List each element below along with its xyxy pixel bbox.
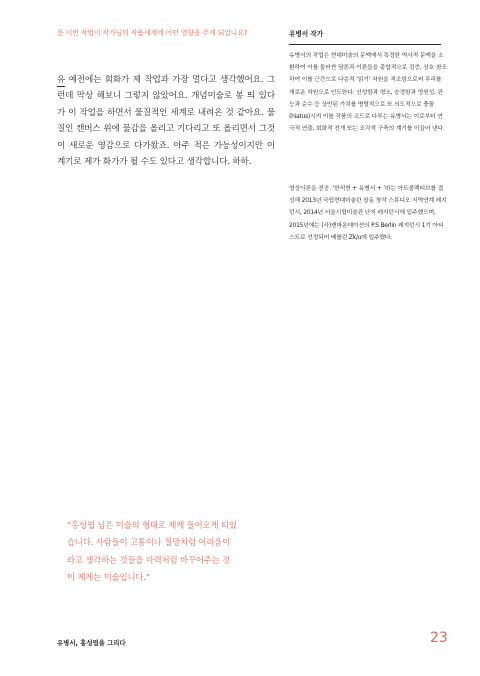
page-number: 23 xyxy=(430,630,448,646)
answer-text: 예전에는 회화가 제 작업과 가장 멀다고 생각했어요. 그런데 막상 해보니 그렇지 않았어요. 개념미술로 봉 띄 있다가 이 작업을 하면서 물질적인 세계로 내려온 것 같아요. 물질인 캔버스 위에 물감을 올리고 기다리고 또 올리면서 그것이 새로운 영감으로 다가왔죠. 아주 적은 가능성이지만 이 계기로 제가 화가가 될 수도 있다고 생각합니다. 하하. xyxy=(57,75,275,168)
interview-answer xyxy=(57,72,275,170)
interview-question: 문 이번 작업이 작가님의 작품세계에 어떤 영향을 주게 되었나요? xyxy=(57,29,248,37)
profile-divider xyxy=(289,44,441,45)
pull-quote: “홍성엽 님은 미술의 형태로 제게 들어오게 되었습니다. 사람들이 고통이나 절망처럼 어려움이라고 생각하는 것들을 마력처럼 바꾸어주는 것이 제게는 미술입니다.” xyxy=(67,520,237,582)
artist-profile-career: 영상이론을 전공. ‘한석현 + 유병서 + ’라는 아트콜렉티브를 결성해 2013년 국립현대미술관 창동 창작 스튜디오 지역연계 레지던시, 2014년 서울시립미술관 난지 레지던시에 입주했으며, 2015년에는 (사)캔파운데이션의 P.S Berlin 레지던시 1기 아티스트로 선정되어 베를린 Zk/u에 입주했다. xyxy=(289,186,447,241)
footer-article-title: 유병서, 홍성엽을 그리다 xyxy=(57,639,126,647)
artist-profile-description: 유병서의 작업은 현대미술의 문맥에서 특정한 역사적 문맥을 소환하여 이를 둘러싼 담론과 이론들을 총합적으로 검증, 상호 참조하여 이를 근간으로 다층적 ‘읽기’ 차원을 적조함으로써 푸리를 새로운 차원으로 인도한다. 신성함과 형오, 숭경함과 영원성, 관능과 순수 등 상반된 가치를 병렬적으로 또 의도적으로 충돌(hiatus)시켜 이를 작품의 코드로 다루는 유병서는 이로부터 연극적 연출, 회화적 전개 또는 조각적 구축의 계기를 이끌어 낸다. xyxy=(289,53,447,133)
artist-profile-title: 유병서 작가 xyxy=(289,30,324,38)
speaker-initial: 유 xyxy=(57,75,66,85)
